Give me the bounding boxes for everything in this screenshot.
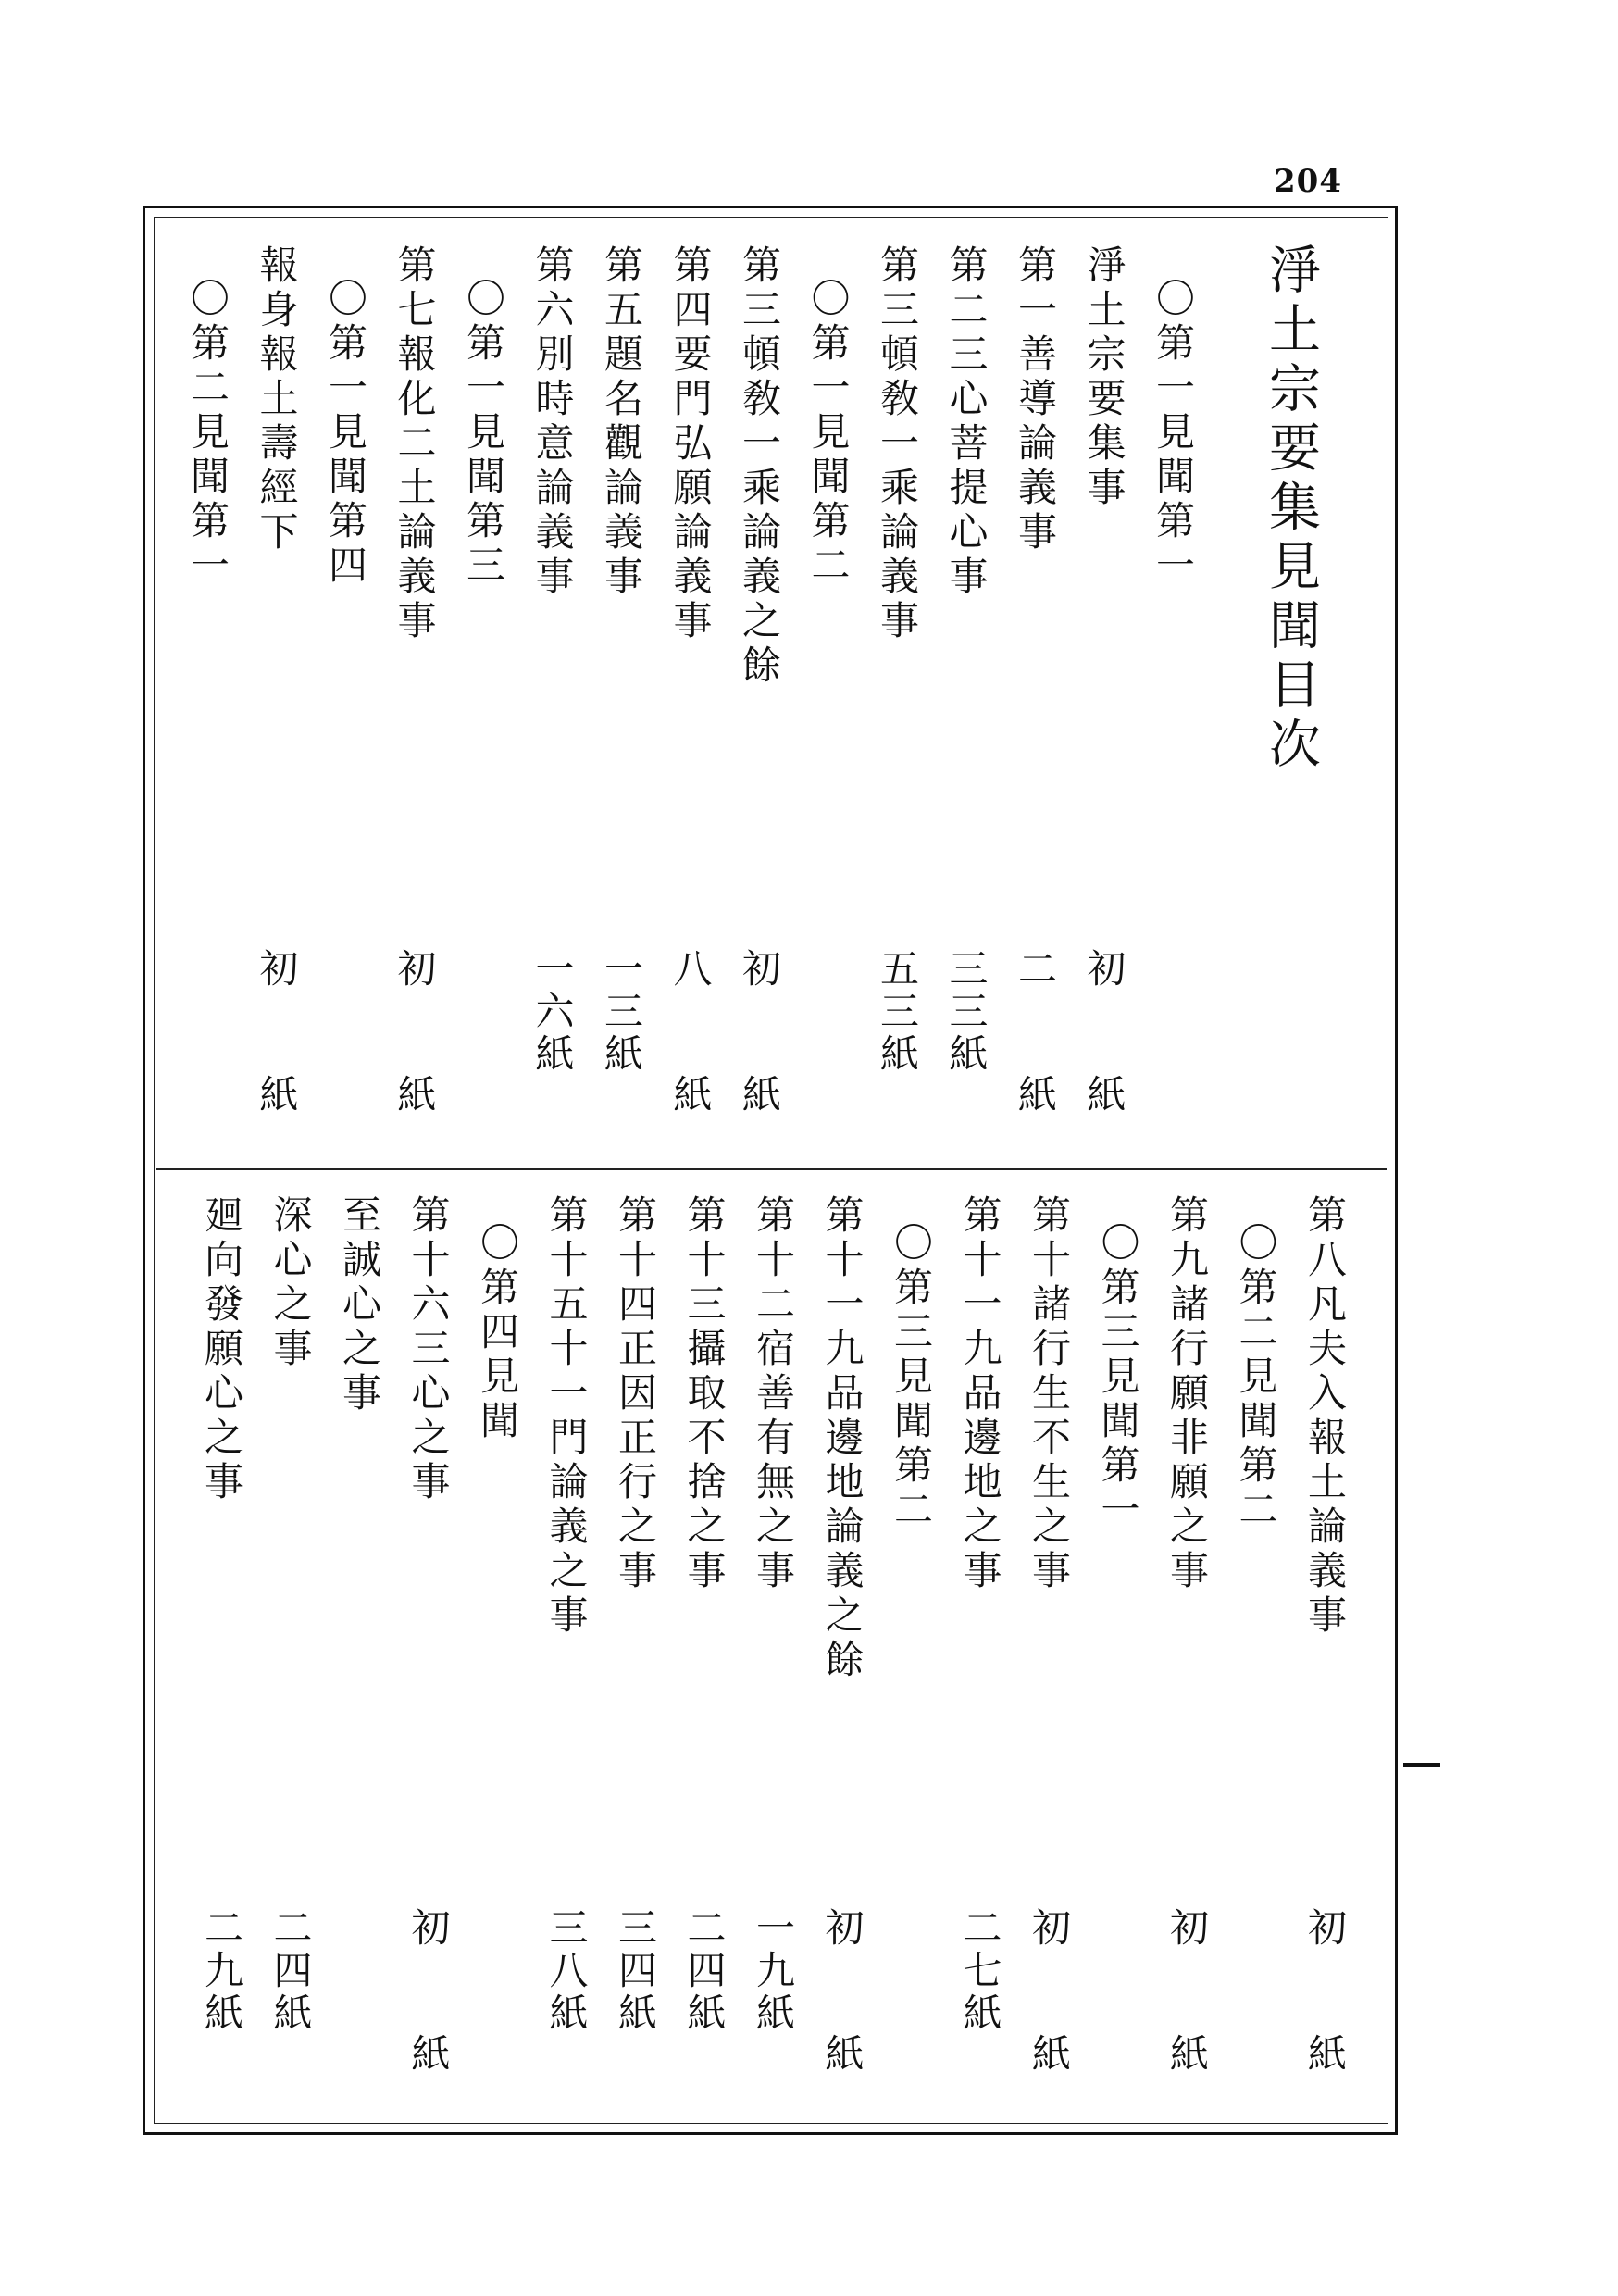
toc-entry: 第五題名觀論義事 <box>599 244 644 600</box>
toc-entry-ref: 二四紙 <box>681 1907 728 2035</box>
toc-entry-ref: 一三紙 <box>599 948 644 1076</box>
toc-entry-ref: 八 紙 <box>667 948 714 1137</box>
toc-entry-ref: 二七紙 <box>957 1907 1003 2035</box>
toc-entry: 第八凡夫入報土論義事 <box>1302 1194 1348 1639</box>
toc-entry-ref: 初 紙 <box>1027 1907 1072 2096</box>
page-number: 204 <box>1274 163 1342 200</box>
toc-entry: 第六別時意論義事 <box>529 244 576 600</box>
toc-entry-ref: 二 紙 <box>1013 948 1058 1137</box>
toc-entry: 淨土宗要集事 <box>1081 244 1127 511</box>
toc-entry-ref: 初 紙 <box>819 1907 865 2096</box>
toc-entry: 〇第三見聞第一 <box>1095 1222 1141 1533</box>
toc-entry-ref: 三四紙 <box>613 1907 658 2035</box>
toc-entry: 〇第三見聞第二 <box>889 1222 934 1533</box>
toc-entry: 第四要門弘願論義事 <box>667 244 714 644</box>
toc-entry: 第三頓敎一乘論義之餘 <box>737 244 782 689</box>
toc-entry: 第十諸行生不生之事 <box>1027 1194 1072 1594</box>
toc-entry: 第十六三心之事 <box>405 1194 452 1505</box>
toc-entry: 第三頓敎一乘論義事 <box>875 244 920 644</box>
toc-entry-ref: 初 紙 <box>1164 1907 1210 2096</box>
toc-entry: 〇第一見聞第一 <box>1151 278 1196 589</box>
toc-entry: 第七報化二土論義事 <box>392 244 438 644</box>
toc-entry: 第九諸行願非願之事 <box>1164 1194 1210 1594</box>
toc-entry: 第十一九品邊地論義之餘 <box>819 1194 865 1683</box>
toc-entry: 深心之事 <box>268 1194 314 1372</box>
toc-entry-ref: 初 紙 <box>1302 1907 1348 2096</box>
toc-entry: 〇第二見聞第二 <box>1233 1222 1279 1533</box>
toc-entry: 〇第一見聞第四 <box>323 278 368 589</box>
toc-entry-ref: 初 紙 <box>1081 948 1127 1137</box>
toc-entry: 至誠心之事 <box>337 1194 382 1416</box>
toc-entry-ref: 初 紙 <box>254 948 300 1137</box>
toc-entry: 第十二宿善有無之事 <box>751 1194 796 1594</box>
margin-page-mark <box>1403 1763 1440 1767</box>
toc-entry: 報身報土壽經下 <box>254 244 300 555</box>
toc-entry: 第十三攝取不捨之事 <box>681 1194 728 1594</box>
toc-entry: 第十一九品邊地之事 <box>957 1194 1003 1594</box>
toc-entry: 第十四正因正行之事 <box>613 1194 658 1594</box>
toc-entry: 〇第二見聞第一 <box>185 278 230 589</box>
toc-entry: 廻向發願心之事 <box>199 1194 244 1505</box>
toc-entry: 〇第四見聞 <box>475 1222 520 1444</box>
toc-entry-ref: 三三紙 <box>943 948 989 1076</box>
toc-entry-ref: 一九紙 <box>751 1907 796 2035</box>
toc-entry-ref: 初 紙 <box>392 948 438 1137</box>
toc-entry-ref: 初 紙 <box>737 948 782 1137</box>
toc-entry: 第一善導論義事 <box>1013 244 1058 555</box>
toc-entry: 〇第一見聞第三 <box>461 278 506 589</box>
toc-entry-ref: 初 紙 <box>405 1907 452 2096</box>
toc-entry-ref: 五三紙 <box>875 948 920 1076</box>
toc-entry-ref: 二四紙 <box>268 1907 314 2035</box>
toc-entry: 第二三心菩提心事 <box>943 244 989 600</box>
toc-entry-ref: 三八紙 <box>543 1907 590 2035</box>
toc-title: 淨土宗要集見聞目次 <box>1261 243 1321 776</box>
section-divider <box>156 1168 1387 1170</box>
toc-entry: 〇第一見聞第二 <box>805 278 852 589</box>
toc-entry-ref: 二九紙 <box>199 1907 244 2035</box>
toc-entry: 第十五十一門論義之事 <box>543 1194 590 1639</box>
toc-entry-ref: 一六紙 <box>529 948 576 1076</box>
